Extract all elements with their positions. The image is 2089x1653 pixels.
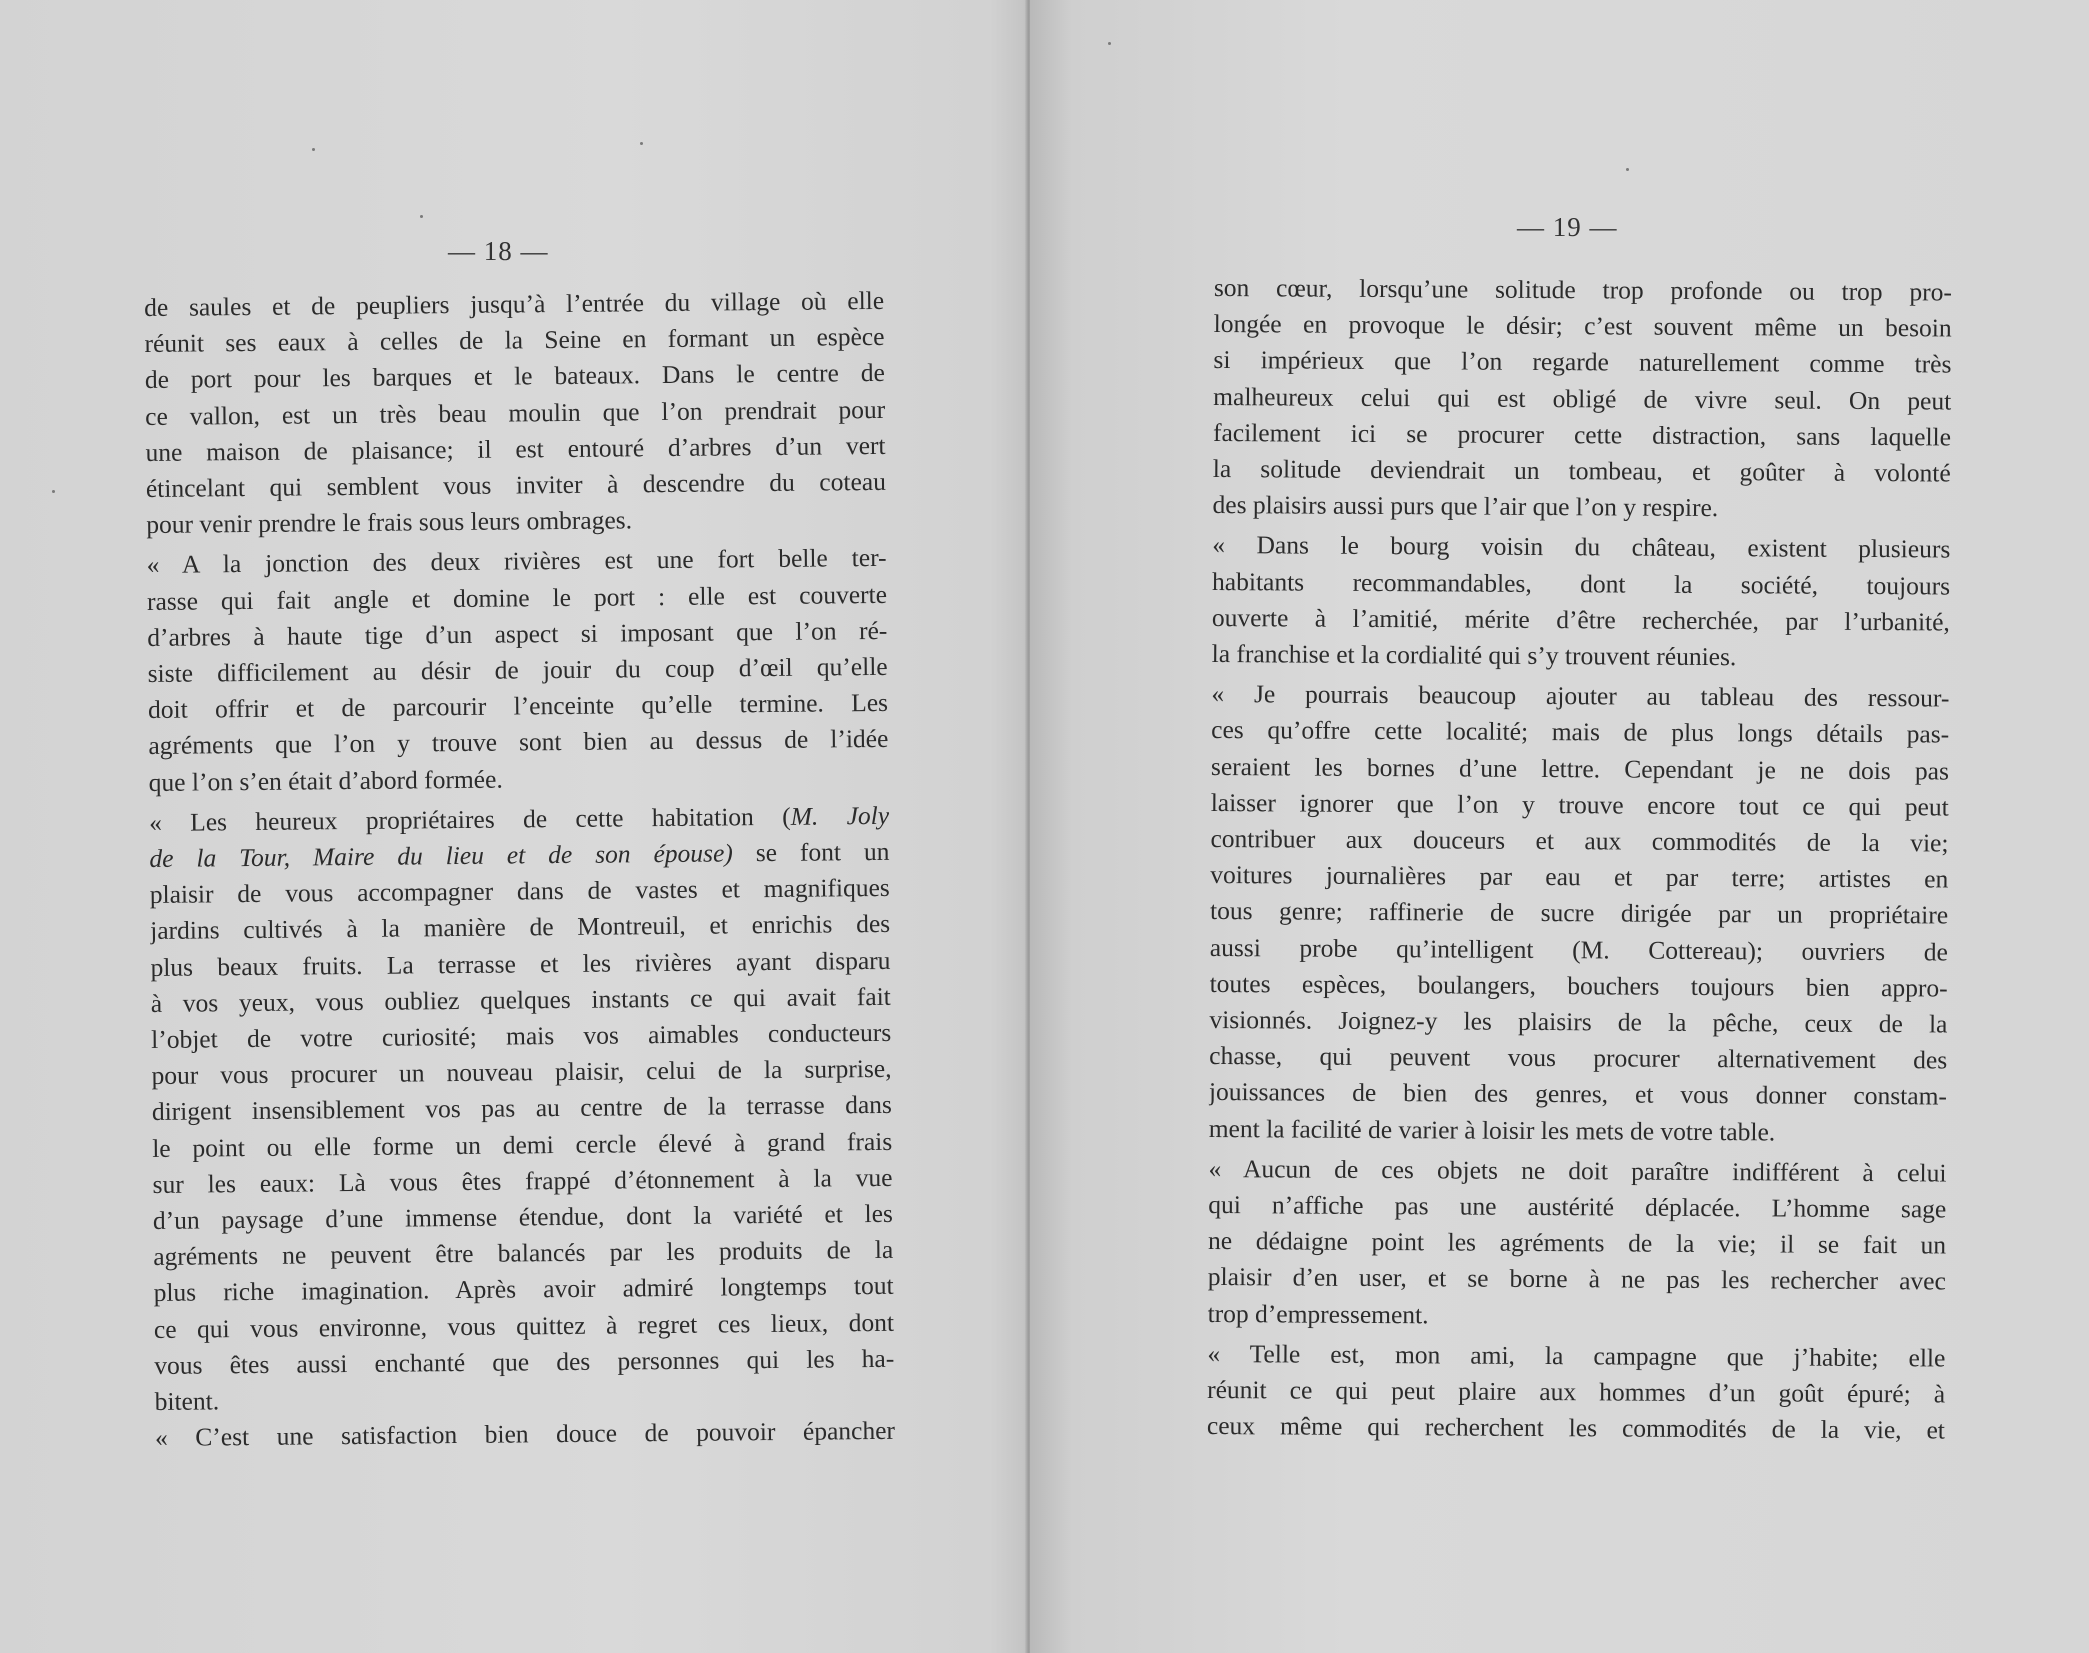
text-line: étincelant qui semblent vous inviter à descendre du coteau [145,466,887,504]
text-line: ceux même qui recherchent les commodités de la vie, et [1206,1411,1946,1445]
text-line: tous genre; raffinerie de sucre dirigée par un propriétaire [1209,896,1949,930]
paper-speck [312,148,315,151]
text-line: toutes espèces, boulangers, bouchers toujours bien appro- [1209,968,1948,1003]
text-line: son cœur, lorsqu’une solitude trop profonde ou trop pro- [1213,272,1952,307]
text-line: jouissances de bien des genres, et vous donner constam- [1208,1077,1948,1111]
text-line: la solitude deviendrait un tombeau, et goûter à volonté [1212,454,1951,488]
text-line: qui n’affiche pas une austérité déplacée. L’homme sage [1208,1190,1947,1224]
text-line: pour vous procurer un nouveau plaisir, celui de la surprise, [151,1054,892,1091]
text-line: plus beaux fruits. La terrasse et les rivières ayant disparu [150,945,891,982]
text-line: agréments que l’on y trouve sont bien au dessus de l’idée [148,724,889,761]
text-line: « Je pourrais beaucoup ajouter au tableau des ressour- [1211,679,1950,713]
text-line: réunit ses eaux à celles de la Seine en formant un espèce [144,322,885,359]
text-line: une maison de plaisance; il est entouré d’arbres d’un vert [145,430,886,467]
text-line: chasse, qui peuvent vous procurer alternativement des [1209,1041,1948,1075]
paper-speck [1626,168,1629,171]
left-page-text [144,283,895,1457]
text-line: ment la facilité de varier à loisir les mets de votre table. [1208,1113,1776,1147]
paper-speck [420,215,423,218]
italic-name: M. Joly [790,800,890,831]
text-line: contribuer aux douceurs et aux commodités de la vie; [1210,824,1949,858]
text-line: plaisir d’en user, et se borne à ne pas les rechercher avec [1207,1262,1946,1296]
text-line: ce qui vous environne, vous quittez à regret ces lieux, dont [153,1307,895,1344]
text-line: plaisir de vous accompagner dans de vastes et magnifiques [149,873,890,910]
line-head: « Les heureux propriétaires de cette habitation ( [148,801,791,837]
text-line: « C’est une satisfaction bien douce de pouvoir épancher [154,1416,896,1453]
text-line: réunit ce qui peut plaire aux hommes d’un goût épuré; à [1207,1375,1946,1409]
page-number-19: — 19 — [1517,212,1618,242]
text-line: malheureux celui qui est obligé de vivre seul. On peut [1213,381,1952,416]
text-line: que l’on s’en était d’abord formée. [148,764,503,797]
text-line: facilement ici se procurer cette distraction, sans laquelle [1212,417,1952,452]
text-line: visionnés. Joignez-y les plaisirs de la pêche, ceux de la [1209,1005,1948,1039]
text-line: bitent. [154,1386,220,1417]
paper-speck [52,490,55,493]
text-line: dirigent insensiblement vos pas au centre de la terrasse dans [151,1090,892,1127]
italic-title: de la Tour, Maire du lieu et de son épouse) [149,838,733,874]
text-line: rasse qui fait angle et domine le port : elle est couverte [146,579,888,616]
text-line: ouverte à l’amitié, mérite d’être recherchée, par l’urbanité, [1211,602,1950,637]
text-line: agréments ne peuvent être balancés par les produits de la [153,1235,894,1272]
text-line: vous êtes aussi enchanté que des personnes qui les ha- [154,1343,895,1380]
text-line: plus riche imagination. Après avoir admiré longtemps tout [153,1271,894,1308]
text-line: doit offrir et de parcourir l’enceinte qu’elle termine. Les [147,688,889,725]
text-line: « Dans le bourg voisin du château, existent plusieurs [1212,530,1951,564]
text-line: seraient les bornes d’une lettre. Cependant je ne dois pas [1210,751,1950,786]
text-line: ces qu’offre cette localité; mais de plus longs détails pas- [1211,715,1950,749]
text-line: siste difficilement au désir de jouir du coup d’œil qu’elle [147,651,888,689]
text-line: ne dédaigne point les agréments de la vie; il se fait un [1207,1226,1947,1260]
text-line: le point ou elle forme un demi cercle élevé à grand frais [152,1126,893,1163]
text-line: sur les eaux: Là vous êtes frappé d’étonnement à la vue [152,1162,893,1199]
page-number-18: — 18 — [448,236,549,266]
text-line: trop d’empressement. [1207,1298,1429,1330]
text-line: pour venir prendre le frais sous leurs ombrages. [146,505,633,540]
text-line: ce vallon, est un très beau moulin que l’on prendrait pour [145,394,886,431]
text-line: « Telle est, mon ami, la campagne que j’habite; elle [1207,1338,1946,1373]
text-line: aussi probe qu’intelligent (M. Cottereau); ouvriers de [1209,932,1948,967]
text-line: de port pour les barques et le bateaux. Dans le centre de [144,358,885,395]
text-line: longée en provoque le désir; c’est souvent même un besoin [1213,309,1952,343]
text-line: des plaisirs aussi purs que l’air que l’on y respire. [1212,490,1719,523]
text-line: « Aucun de ces objets ne doit paraître indifférent à celui [1208,1153,1947,1188]
left-page [0,0,1030,1653]
text-line: d’un paysage d’une immense étendue, dont la variété et les [152,1198,894,1236]
right-page-text [1207,270,1952,1449]
paper-speck [640,142,643,145]
paper-speck [1108,42,1111,45]
text-line: si impérieux que l’on regarde naturellement comme très [1213,345,1952,379]
text-line: laisser ignorer que l’on y trouve encore tout ce qui peut [1210,787,1949,822]
text-line: d’arbres à haute tige d’un aspect si imposant que l’on ré- [147,615,888,652]
text-line: à vos yeux, vous oubliez quelques instants ce qui avait fait [150,981,891,1018]
text-line: habitants recommandables, dont la société, toujours [1212,566,1951,601]
text-line: « A la jonction des deux rivières est une fort belle ter- [146,543,887,580]
text-line: la franchise et la cordialité qui s’y trouvent réunies. [1211,639,1737,672]
text-line: l’objet de votre curiosité; mais vos aimables conducteurs [151,1017,892,1055]
text-line: jardins cultivés à la manière de Montreuil, et enrichis des [150,909,891,946]
line-tail: se font un [755,836,890,868]
text-line: voitures journalières par eau et par terre; artistes en [1210,860,1949,894]
text-line: de saules et de peupliers jusqu’à l’entrée du village où elle [144,285,885,322]
